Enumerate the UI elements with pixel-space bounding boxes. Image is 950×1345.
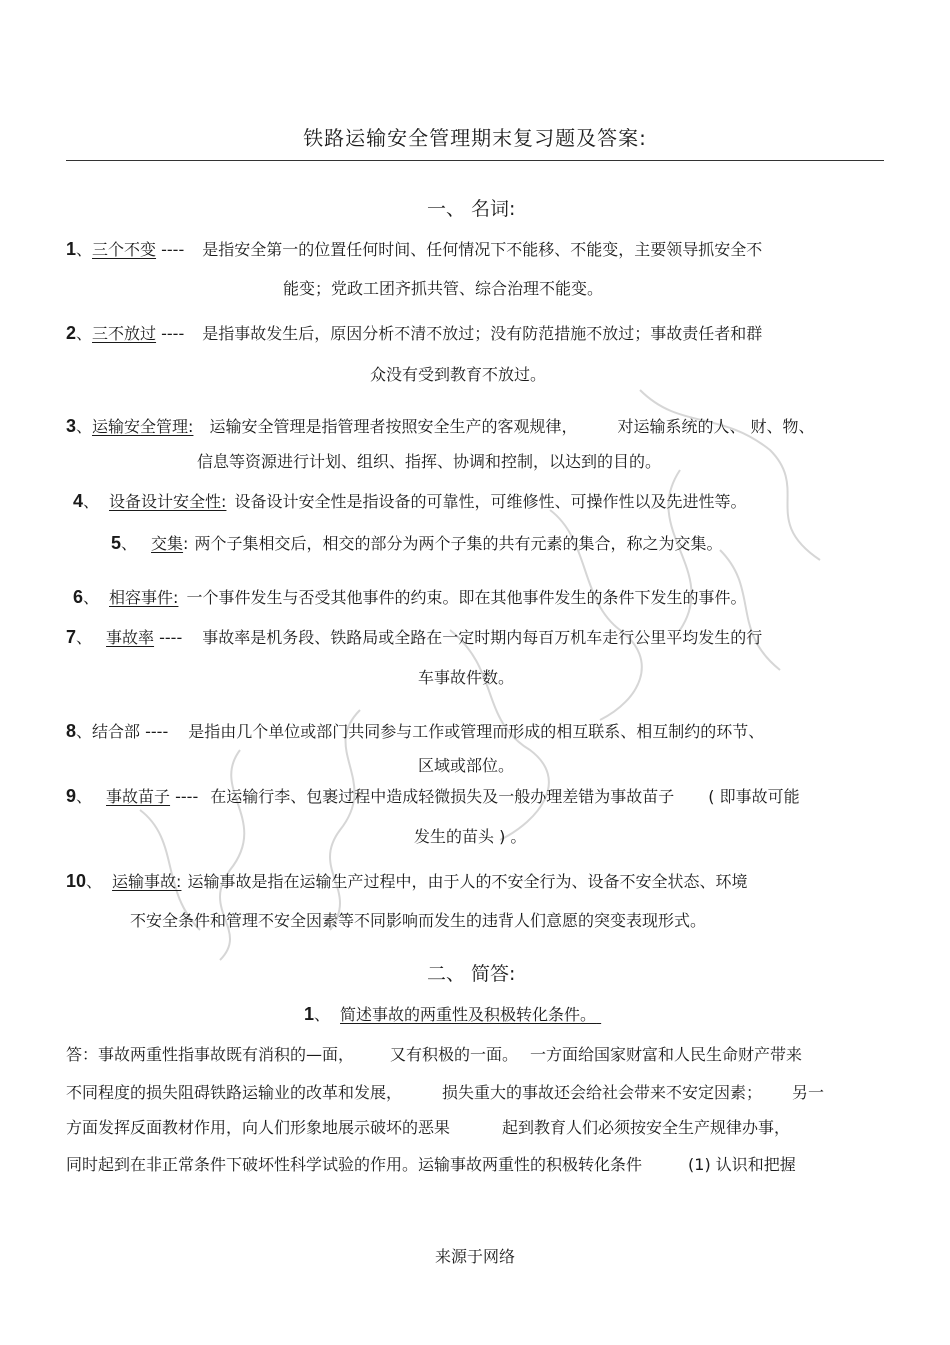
term-item-9-cont: 发生的苗头 ) 。 <box>414 827 527 846</box>
term-item-5: 5、 交集: 两个子集相交后，相交的部分为两个子集的共有元素的集合，称之为交集。 <box>111 533 723 553</box>
item-number: 7 <box>66 627 77 647</box>
term-label: 运输事故: <box>112 872 182 891</box>
section-heading-nouns: 一、 名词: <box>427 198 516 220</box>
term-item-3-cont: 信息等资源进行计划、组织、指挥、协调和控制，以达到的目的。 <box>197 452 662 471</box>
definition-text: 在运输行李、包裹过程中造成轻微损失及一般办理差错为事故苗子 <box>210 787 675 806</box>
term-item-8-cont: 区域或部位。 <box>418 756 515 775</box>
term-label: 交集 <box>151 534 184 553</box>
term-label: 事故率 <box>106 628 155 647</box>
definition-text: 设备设计安全性是指设备的可靠性，可维修性、可操作性以及先进性等。 <box>234 492 747 511</box>
term-label: 三个不变 <box>92 240 157 259</box>
term-item-6: 6、 相容事件: 一个事件发生与否受其他事件的约束。即在其他事件发生的条件下发生的事件。 <box>73 587 747 607</box>
answer-line-2: 不同程度的损失阻碍铁路运输业的改革和发展， 损失重大的事故还会给社会带来不安定因素； 另一 <box>66 1083 825 1102</box>
item-number: 1 <box>66 239 77 259</box>
term-label: 设备设计安全性: <box>109 492 227 511</box>
term-item-10-cont: 不安全条件和管理不安全因素等不同影响而发生的违背人们意愿的突变表现形式。 <box>130 911 707 930</box>
term-item-9: 9、 事故苗子 ---- 在运输行李、包裹过程中造成轻微损失及一般办理差错为事故苗子 ( 即事故可能 <box>66 786 800 806</box>
document-title: 铁路运输安全管理期末复习题及答案: <box>303 126 647 150</box>
term-label: 运输安全管理: <box>92 417 194 436</box>
term-label: 结合部 <box>92 722 141 741</box>
item-number: 8 <box>66 721 77 741</box>
page-footer-source: 来源于网络 <box>434 1247 515 1266</box>
answer-line-1: 答：事故两重性指事故既有消积的—面， 又有积极的一面。 一方面给国家财富和人民生命财产带来 <box>66 1045 803 1064</box>
term-item-7-cont: 车事故件数。 <box>418 668 515 687</box>
item-number: 4 <box>73 491 84 511</box>
definition-text: 事故率是机务段、铁路局或全路在一定时期内每百万机车走行公里平均发生的行 <box>202 628 763 647</box>
item-number: 6 <box>73 587 84 607</box>
question-text: 简述事故的两重性及积极转化条件。 <box>340 1005 597 1024</box>
definition-text: 是指事故发生后，原因分析不清不放过；没有防范措施不放过；事故责任者和群 <box>202 324 763 343</box>
term-item-2-cont: 众没有受到教育不放过。 <box>370 365 547 384</box>
term-item-1: 1、三个不变 ---- 是指安全第一的位置任何时间、任何情况下不能移、不能变，主要领导抓安全不 <box>66 239 763 259</box>
term-item-10: 10、 运输事故: 运输事故是指在运输生产过程中，由于人的不安全行为、设备不安全状态、环境 <box>66 871 748 891</box>
definition-text: 一个事件发生与否受其他事件的约束。即在其他事件发生的条件下发生的事件。 <box>186 588 747 607</box>
definition-text: 是指安全第一的位置任何时间、任何情况下不能移、不能变，主要领导抓安全不 <box>202 240 763 259</box>
term-item-4: 4、 设备设计安全性: 设备设计安全性是指设备的可靠性，可维修性、可操作性以及先进性等。 <box>73 491 747 511</box>
term-label: 三不放过 <box>92 324 157 343</box>
definition-text: 两个子集相交后，相交的部分为两个子集的共有元素的集合，称之为交集。 <box>194 534 723 553</box>
term-item-8: 8、结合部 ---- 是指由几个单位或部门共同参与工作或管理而形成的相互联系、相互制约的环节、 <box>66 721 765 741</box>
answer-line-3: 方面发挥反面教材作用，向人们形象地展示破坏的恶果 起到教育人们必须按安全生产规律办事， <box>66 1118 791 1137</box>
section-heading-short-answer: 二、 简答: <box>427 963 516 985</box>
question-1: 1、 简述事故的两重性及积极转化条件。 <box>304 1004 597 1024</box>
definition-text: 运输安全管理是指管理者按照安全生产的客观规律， <box>209 417 578 436</box>
item-number: 9 <box>66 786 77 806</box>
answer-line-4: 同时起到在非正常条件下破坏性科学试验的作用。运输事故两重性的积极转化条件 (1) 认识和把握 <box>66 1155 796 1174</box>
item-number: 5 <box>111 533 122 553</box>
item-number: 10 <box>66 871 87 891</box>
term-item-1-cont: 能变；党政工团齐抓共管、综合治理不能变。 <box>283 279 604 298</box>
term-label: 事故苗子 <box>106 787 171 806</box>
question-number: 1 <box>304 1004 315 1024</box>
term-item-2: 2、三不放过 ---- 是指事故发生后，原因分析不清不放过；没有防范措施不放过；事故责任者和群 <box>66 323 763 343</box>
item-number: 3 <box>66 416 77 436</box>
term-item-7: 7、 事故率 ---- 事故率是机务段、铁路局或全路在一定时期内每百万机车走行公里平均发生的行 <box>66 627 763 647</box>
item-number: 2 <box>66 323 77 343</box>
definition-text: 是指由几个单位或部门共同参与工作或管理而形成的相互联系、相互制约的环节、 <box>188 722 765 741</box>
term-item-3: 3、运输安全管理: 运输安全管理是指管理者按照安全生产的客观规律， 对运输系统的人、 财、物、 <box>66 416 815 436</box>
term-label: 相容事件: <box>109 588 179 607</box>
title-divider <box>66 160 884 161</box>
definition-text: 运输事故是指在运输生产过程中，由于人的不安全行为、设备不安全状态、环境 <box>187 872 748 891</box>
